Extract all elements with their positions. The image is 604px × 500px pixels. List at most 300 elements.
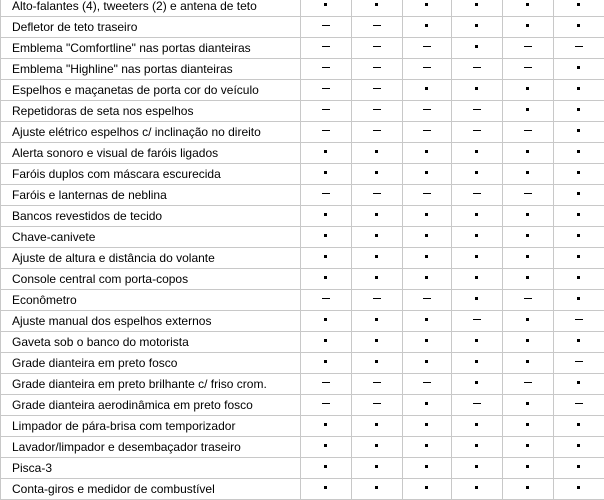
availability-cell[interactable] [300, 0, 351, 17]
availability-cell[interactable] [300, 80, 351, 101]
availability-cell[interactable] [402, 101, 451, 122]
availability-cell[interactable] [300, 374, 351, 395]
bullet-icon [324, 234, 327, 237]
availability-cell[interactable] [402, 0, 451, 17]
availability-cell[interactable] [451, 227, 502, 248]
feature-label-cell[interactable]: Alto-falantes (4), tweeters (2) e antena de teto [1, 0, 301, 17]
bullet-icon [475, 45, 478, 48]
availability-cell[interactable] [351, 395, 402, 416]
availability-cell[interactable] [402, 80, 451, 101]
bullet-icon [577, 24, 580, 27]
table-row [1, 101, 604, 122]
availability-cell[interactable] [402, 290, 451, 311]
feature-label-cell[interactable]: Lavador/limpador e desembaçador traseiro [1, 437, 301, 458]
availability-cell[interactable] [553, 164, 604, 185]
availability-cell[interactable] [351, 458, 402, 479]
availability-cell[interactable] [351, 38, 402, 59]
dash-icon [524, 67, 532, 68]
dash-icon [473, 130, 481, 131]
availability-cell[interactable] [351, 206, 402, 227]
availability-cell[interactable] [300, 38, 351, 59]
bullet-icon [577, 108, 580, 111]
bullet-icon [475, 150, 478, 153]
dash-icon [524, 46, 532, 47]
bullet-icon [475, 213, 478, 216]
availability-cell[interactable] [451, 437, 502, 458]
bullet-icon [324, 444, 327, 447]
availability-cell[interactable] [553, 122, 604, 143]
availability-cell[interactable] [351, 290, 402, 311]
bullet-icon [375, 3, 378, 6]
availability-cell[interactable] [402, 269, 451, 290]
bullet-icon [577, 234, 580, 237]
availability-cell[interactable] [553, 416, 604, 437]
bullet-icon [475, 465, 478, 468]
availability-cell[interactable] [402, 416, 451, 437]
availability-cell[interactable] [451, 17, 502, 38]
bullet-icon [526, 318, 529, 321]
availability-cell[interactable] [300, 248, 351, 269]
dash-icon [473, 109, 481, 110]
availability-cell[interactable] [300, 17, 351, 38]
bullet-icon [475, 171, 478, 174]
availability-cell[interactable] [351, 17, 402, 38]
availability-cell[interactable] [553, 143, 604, 164]
availability-cell[interactable] [351, 101, 402, 122]
feature-label-cell[interactable]: Grade dianteira aerodinâmica em preto fosco [1, 395, 301, 416]
availability-cell[interactable] [502, 416, 553, 437]
availability-cell[interactable] [451, 479, 502, 500]
availability-cell[interactable] [502, 332, 553, 353]
availability-cell[interactable] [553, 353, 604, 374]
bullet-icon [475, 297, 478, 300]
availability-cell[interactable] [502, 290, 553, 311]
availability-cell[interactable] [502, 17, 553, 38]
availability-cell[interactable] [553, 395, 604, 416]
dash-icon [423, 67, 431, 68]
availability-cell[interactable] [502, 0, 553, 17]
availability-cell[interactable] [451, 353, 502, 374]
dash-icon [524, 382, 532, 383]
availability-cell[interactable] [402, 479, 451, 500]
availability-cell[interactable] [402, 311, 451, 332]
table-row [1, 311, 604, 332]
availability-cell[interactable] [553, 374, 604, 395]
bullet-icon [475, 255, 478, 258]
bullet-icon [375, 150, 378, 153]
dash-icon [373, 298, 381, 299]
feature-label-cell[interactable]: Ajuste manual dos espelhos externos [1, 311, 301, 332]
availability-cell[interactable] [451, 80, 502, 101]
availability-cell[interactable] [300, 290, 351, 311]
dash-icon [322, 130, 330, 131]
spreadsheet-body [1, 0, 604, 500]
availability-cell[interactable] [502, 479, 553, 500]
bullet-icon [324, 486, 327, 489]
availability-cell[interactable] [402, 185, 451, 206]
table-row [1, 80, 604, 101]
bullet-icon [425, 24, 428, 27]
table-row [1, 227, 604, 248]
availability-cell[interactable] [300, 416, 351, 437]
availability-cell[interactable] [402, 227, 451, 248]
bullet-icon [324, 150, 327, 153]
availability-cell[interactable] [553, 185, 604, 206]
bullet-icon [577, 150, 580, 153]
feature-label-cell[interactable]: Grade dianteira em preto brilhante c/ friso crom. [1, 374, 301, 395]
feature-label-cell[interactable]: Repetidoras de seta nos espelhos [1, 101, 301, 122]
bullet-icon [475, 423, 478, 426]
availability-cell[interactable] [502, 164, 553, 185]
dash-icon [373, 403, 381, 404]
bullet-icon [577, 192, 580, 195]
availability-cell[interactable] [351, 353, 402, 374]
bullet-icon [475, 87, 478, 90]
bullet-icon [526, 444, 529, 447]
availability-cell[interactable] [351, 143, 402, 164]
feature-label-cell[interactable]: Ajuste de altura e distância do volante [1, 248, 301, 269]
availability-cell[interactable] [451, 59, 502, 80]
dash-icon [373, 193, 381, 194]
table-row [1, 248, 604, 269]
bullet-icon [425, 171, 428, 174]
table-row [1, 122, 604, 143]
availability-cell[interactable] [402, 143, 451, 164]
bullet-icon [375, 423, 378, 426]
availability-cell[interactable] [502, 185, 553, 206]
bullet-icon [577, 87, 580, 90]
bullet-icon [375, 339, 378, 342]
bullet-icon [425, 255, 428, 258]
bullet-icon [375, 360, 378, 363]
bullet-icon [526, 87, 529, 90]
table-row [1, 0, 604, 17]
dash-icon [322, 46, 330, 47]
availability-cell[interactable] [300, 458, 351, 479]
availability-cell[interactable] [553, 59, 604, 80]
availability-cell[interactable] [451, 332, 502, 353]
feature-label-cell[interactable]: Defletor de teto traseiro [1, 17, 301, 38]
feature-label-cell[interactable]: Emblema "Highline" nas portas dianteiras [1, 59, 301, 80]
bullet-icon [577, 339, 580, 342]
table-row [1, 164, 604, 185]
bullet-icon [475, 360, 478, 363]
bullet-icon [324, 423, 327, 426]
availability-cell[interactable] [402, 206, 451, 227]
availability-cell[interactable] [451, 0, 502, 17]
availability-cell[interactable] [300, 353, 351, 374]
bullet-icon [375, 255, 378, 258]
bullet-icon [526, 108, 529, 111]
bullet-icon [324, 339, 327, 342]
feature-label-cell[interactable]: Faróis e lanternas de neblina [1, 185, 301, 206]
availability-cell[interactable] [351, 59, 402, 80]
availability-cell[interactable] [351, 311, 402, 332]
bullet-icon [375, 444, 378, 447]
availability-cell[interactable] [451, 101, 502, 122]
feature-label-cell[interactable]: Espelhos e maçanetas de porta cor do veículo [1, 80, 301, 101]
availability-cell[interactable] [502, 80, 553, 101]
availability-cell[interactable] [553, 437, 604, 458]
bullet-icon [526, 213, 529, 216]
availability-cell[interactable] [502, 206, 553, 227]
bullet-icon [324, 255, 327, 258]
table-row [1, 59, 604, 80]
availability-cell[interactable] [553, 479, 604, 500]
availability-cell[interactable] [402, 248, 451, 269]
table-row [1, 374, 604, 395]
availability-cell[interactable] [553, 0, 604, 17]
bullet-icon [577, 3, 580, 6]
bullet-icon [475, 3, 478, 6]
feature-label-cell[interactable]: Gaveta sob o banco do motorista [1, 332, 301, 353]
availability-cell[interactable] [351, 437, 402, 458]
availability-cell[interactable] [300, 101, 351, 122]
bullet-icon [375, 465, 378, 468]
bullet-icon [526, 171, 529, 174]
dash-icon [373, 46, 381, 47]
dash-icon [373, 67, 381, 68]
availability-cell[interactable] [402, 458, 451, 479]
dash-icon [373, 130, 381, 131]
bullet-icon [577, 297, 580, 300]
feature-label-cell[interactable]: Emblema "Comfortline" nas portas dianteiras [1, 38, 301, 59]
availability-cell[interactable] [502, 143, 553, 164]
availability-cell[interactable] [300, 143, 351, 164]
availability-cell[interactable] [300, 437, 351, 458]
bullet-icon [375, 171, 378, 174]
availability-cell[interactable] [553, 17, 604, 38]
dash-icon [524, 130, 532, 131]
bullet-icon [526, 3, 529, 6]
availability-cell[interactable] [451, 122, 502, 143]
feature-label-cell[interactable]: Conta-giros e medidor de combustível [1, 479, 301, 500]
bullet-icon [425, 87, 428, 90]
bullet-icon [577, 66, 580, 69]
dash-icon [322, 382, 330, 383]
availability-cell[interactable] [553, 206, 604, 227]
feature-label-cell[interactable]: Faróis duplos com máscara escurecida [1, 164, 301, 185]
availability-cell[interactable] [451, 374, 502, 395]
bullet-icon [375, 276, 378, 279]
availability-cell[interactable] [502, 101, 553, 122]
availability-cell[interactable] [553, 80, 604, 101]
availability-cell[interactable] [402, 164, 451, 185]
table-row [1, 395, 604, 416]
availability-cell[interactable] [351, 374, 402, 395]
dash-icon [373, 25, 381, 26]
availability-cell[interactable] [300, 59, 351, 80]
table-row [1, 38, 604, 59]
availability-cell[interactable] [351, 185, 402, 206]
availability-cell[interactable] [351, 479, 402, 500]
availability-cell[interactable] [351, 332, 402, 353]
dash-icon [373, 88, 381, 89]
availability-cell[interactable] [502, 374, 553, 395]
availability-cell[interactable] [553, 227, 604, 248]
dash-icon [322, 193, 330, 194]
feature-label-cell[interactable]: Bancos revestidos de tecido [1, 206, 301, 227]
availability-cell[interactable] [451, 416, 502, 437]
dash-icon [322, 403, 330, 404]
bullet-icon [475, 381, 478, 384]
bullet-icon [375, 486, 378, 489]
availability-cell[interactable] [300, 206, 351, 227]
table-row [1, 206, 604, 227]
dash-icon [473, 403, 481, 404]
availability-cell[interactable] [451, 395, 502, 416]
availability-cell[interactable] [502, 227, 553, 248]
availability-cell[interactable] [351, 227, 402, 248]
availability-cell[interactable] [402, 437, 451, 458]
dash-icon [423, 298, 431, 299]
availability-cell[interactable] [300, 311, 351, 332]
bullet-icon [475, 276, 478, 279]
availability-cell[interactable] [300, 122, 351, 143]
availability-cell[interactable] [502, 59, 553, 80]
availability-cell[interactable] [351, 416, 402, 437]
bullet-icon [577, 129, 580, 132]
availability-cell[interactable] [300, 332, 351, 353]
availability-cell[interactable] [553, 332, 604, 353]
bullet-icon [526, 150, 529, 153]
feature-label-cell[interactable]: Pisca-3 [1, 458, 301, 479]
bullet-icon [577, 213, 580, 216]
bullet-icon [577, 444, 580, 447]
availability-cell[interactable] [553, 38, 604, 59]
feature-label-cell[interactable]: Grade dianteira em preto fosco [1, 353, 301, 374]
bullet-icon [324, 276, 327, 279]
bullet-icon [425, 360, 428, 363]
availability-cell[interactable] [300, 164, 351, 185]
bullet-icon [324, 213, 327, 216]
availability-cell[interactable] [502, 269, 553, 290]
bullet-icon [577, 423, 580, 426]
availability-cell[interactable] [402, 395, 451, 416]
table-row [1, 479, 604, 500]
table-row [1, 458, 604, 479]
bullet-icon [526, 255, 529, 258]
bullet-icon [425, 339, 428, 342]
availability-cell[interactable] [402, 122, 451, 143]
availability-cell[interactable] [402, 59, 451, 80]
bullet-icon [425, 423, 428, 426]
bullet-icon [526, 339, 529, 342]
feature-label-cell[interactable]: Console central com porta-copos [1, 269, 301, 290]
availability-cell[interactable] [451, 143, 502, 164]
availability-cell[interactable] [451, 458, 502, 479]
availability-cell[interactable] [300, 185, 351, 206]
availability-cell[interactable] [553, 311, 604, 332]
bullet-icon [577, 381, 580, 384]
bullet-icon [425, 150, 428, 153]
feature-label-cell[interactable]: Econômetro [1, 290, 301, 311]
bullet-icon [324, 360, 327, 363]
availability-cell[interactable] [351, 80, 402, 101]
availability-cell[interactable] [300, 395, 351, 416]
feature-label-cell[interactable]: Limpador de pára-brisa com temporizador [1, 416, 301, 437]
availability-cell[interactable] [502, 248, 553, 269]
bullet-icon [475, 24, 478, 27]
availability-cell[interactable] [402, 374, 451, 395]
dash-icon [423, 130, 431, 131]
availability-cell[interactable] [553, 458, 604, 479]
availability-cell[interactable] [502, 458, 553, 479]
availability-cell[interactable] [451, 38, 502, 59]
feature-label-cell[interactable]: Chave-canivete [1, 227, 301, 248]
feature-label-cell[interactable]: Alerta sonoro e visual de faróis ligados [1, 143, 301, 164]
availability-cell[interactable] [451, 311, 502, 332]
availability-cell[interactable] [402, 353, 451, 374]
availability-cell[interactable] [451, 206, 502, 227]
availability-cell[interactable] [300, 227, 351, 248]
availability-cell[interactable] [553, 269, 604, 290]
availability-cell[interactable] [351, 248, 402, 269]
table-row [1, 332, 604, 353]
availability-cell[interactable] [502, 311, 553, 332]
bullet-icon [425, 234, 428, 237]
dash-icon [524, 298, 532, 299]
bullet-icon [475, 444, 478, 447]
dash-icon [423, 382, 431, 383]
feature-label-cell[interactable]: Ajuste elétrico espelhos c/ inclinação no direito [1, 122, 301, 143]
availability-cell[interactable] [402, 332, 451, 353]
availability-cell[interactable] [502, 353, 553, 374]
availability-cell[interactable] [451, 269, 502, 290]
availability-cell[interactable] [451, 185, 502, 206]
availability-cell[interactable] [351, 0, 402, 17]
dash-icon [524, 193, 532, 194]
bullet-icon [577, 276, 580, 279]
table-row [1, 185, 604, 206]
bullet-icon [324, 465, 327, 468]
dash-icon [423, 46, 431, 47]
availability-cell[interactable] [553, 290, 604, 311]
availability-cell[interactable] [351, 164, 402, 185]
bullet-icon [425, 402, 428, 405]
bullet-icon [324, 318, 327, 321]
availability-cell[interactable] [351, 269, 402, 290]
availability-cell[interactable] [451, 164, 502, 185]
bullet-icon [475, 486, 478, 489]
dash-icon [322, 25, 330, 26]
availability-cell[interactable] [502, 122, 553, 143]
availability-cell[interactable] [451, 248, 502, 269]
bullet-icon [375, 234, 378, 237]
table-row [1, 269, 604, 290]
availability-cell[interactable] [451, 290, 502, 311]
bullet-icon [526, 234, 529, 237]
table-row [1, 437, 604, 458]
availability-cell[interactable] [502, 437, 553, 458]
dash-icon [575, 403, 583, 404]
availability-cell[interactable] [300, 479, 351, 500]
availability-cell[interactable] [351, 122, 402, 143]
availability-cell[interactable] [553, 101, 604, 122]
availability-cell[interactable] [502, 38, 553, 59]
availability-cell[interactable] [402, 17, 451, 38]
table-row [1, 416, 604, 437]
bullet-icon [475, 234, 478, 237]
dash-icon [575, 319, 583, 320]
availability-cell[interactable] [502, 395, 553, 416]
availability-cell[interactable] [300, 269, 351, 290]
availability-cell[interactable] [402, 38, 451, 59]
availability-cell[interactable] [553, 248, 604, 269]
dash-icon [575, 361, 583, 362]
bullet-icon [375, 318, 378, 321]
bullet-icon [526, 276, 529, 279]
